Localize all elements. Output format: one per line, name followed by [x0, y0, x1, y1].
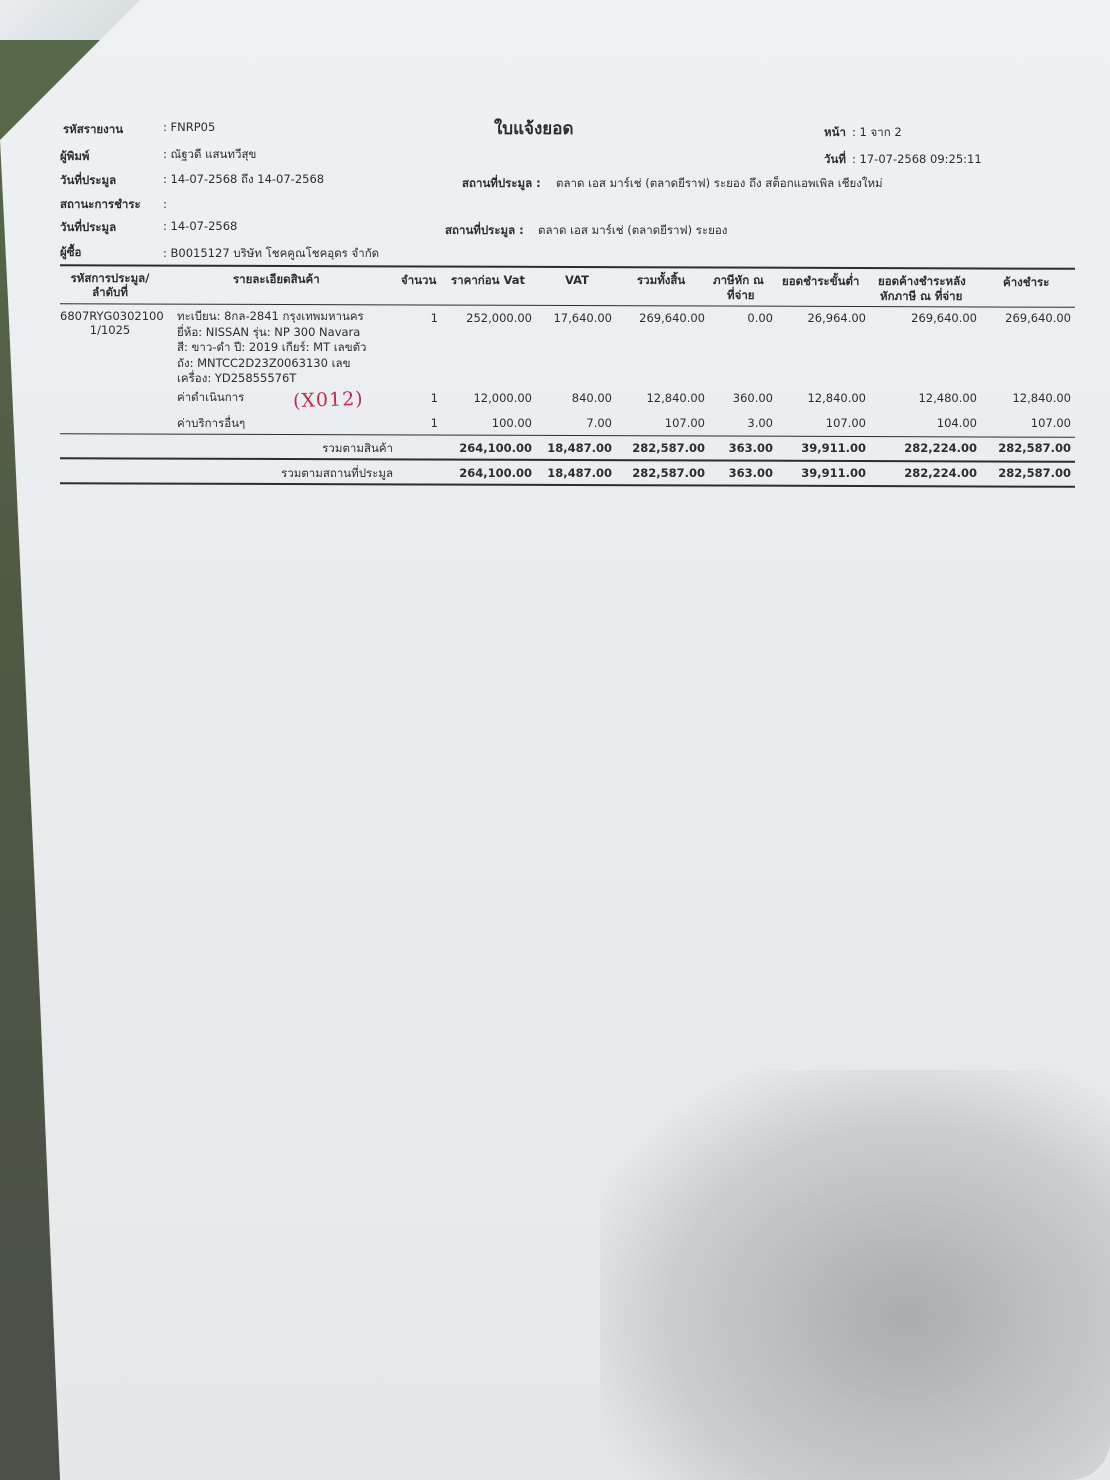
row-vat: 17,640.00	[553, 311, 612, 325]
item-detail: ทะเบียน: 8กล-2841 กรุงเทพมหานคร ยี่ห้อ: NISSAN รุ่น: NP 300 Navara สี: ขาว-ดำ ปี: 2019 เกียร์: MT เลขตัวถัง: MNTCC2D23Z0063130 เลขเครื่อง: YD25855576T	[177, 309, 367, 385]
subtotal-prevat: 264,100.00	[459, 441, 532, 455]
col-qty-header: จำนวน	[401, 273, 437, 287]
row-prevat: 252,000.00	[466, 311, 532, 325]
subtotal-label: รวมตามสินค้า	[322, 441, 393, 455]
auction-date-value: : 14-07-2568	[163, 219, 238, 233]
payment-status-value: :	[163, 197, 167, 211]
col-detail-header: รายละเอียดสินค้า	[233, 272, 320, 286]
lot-number: 1/1025	[89, 323, 131, 337]
row-due: 12,840.00	[1012, 391, 1071, 405]
row-outstanding: 12,480.00	[918, 391, 977, 405]
buyer-value: : B0015127 บริษัท โชคคูณโชคอุดร จำกัด	[163, 246, 380, 260]
printer-value: : ณัฐวดี แสนทวีสุข	[163, 147, 257, 161]
row-prevat: 12,000.00	[473, 391, 532, 405]
print-date-label: วันที่	[824, 152, 846, 166]
report-code-value: : FNRP05	[163, 120, 216, 134]
venue-total-wht: 363.00	[728, 466, 773, 480]
row-qty: 1	[430, 311, 438, 325]
row-prevat: 100.00	[491, 416, 532, 430]
report-code-label: รหัสรายงาน	[63, 122, 124, 136]
col-wht-header-2: ที่จ่าย	[727, 288, 755, 302]
shadow	[600, 1070, 1110, 1480]
row-total: 107.00	[664, 416, 705, 430]
buyer-label: ผู้ซื้อ	[60, 245, 82, 259]
row-outstanding: 104.00	[936, 416, 977, 430]
page-label: หน้า	[824, 125, 846, 139]
auction-code: 6807RYG0302100	[60, 309, 164, 323]
subtotal-due: 282,587.00	[998, 441, 1071, 455]
subtotal-vat: 18,487.00	[547, 441, 612, 455]
row-vat: 7.00	[586, 416, 612, 430]
venue-total-vat: 18,487.00	[547, 466, 612, 480]
row-total: 12,840.00	[646, 391, 705, 405]
col-total-header: รวมทั้งสิ้น	[637, 273, 686, 287]
row-qty: 1	[430, 416, 438, 430]
page-number: : 1 จาก 2	[852, 125, 902, 139]
venue-range: ตลาด เอส มาร์เช่ (ตลาดยีราฟ) ระยอง ถึง สต็อกแอพเพิล เชียงใหม่	[556, 176, 883, 190]
printer-label: ผู้พิมพ์	[60, 149, 90, 163]
auction-date-range: : 14-07-2568 ถึง 14-07-2568	[163, 172, 325, 186]
venue-value: ตลาด เอส มาร์เช่ (ตลาดยีราฟ) ระยอง	[538, 223, 728, 237]
venue-total-outstanding: 282,224.00	[904, 466, 977, 480]
venue-total-label: รวมตามสถานที่ประมูล	[281, 466, 393, 480]
venue-total-due: 282,587.00	[998, 466, 1071, 480]
row-vat: 840.00	[571, 391, 612, 405]
row-wht: 360.00	[732, 391, 773, 405]
row-label: ค่าบริการอื่นๆ	[177, 416, 246, 430]
col-wht-header: ภาษีหัก ณ	[713, 273, 764, 287]
document-title: ใบแจ้งยอด	[494, 119, 574, 139]
subtotal-total: 282,587.00	[632, 441, 705, 455]
subtotal-outstanding: 282,224.00	[904, 441, 977, 455]
venue-total-minpay: 39,911.00	[801, 466, 866, 480]
row-outstanding: 269,640.00	[911, 311, 977, 325]
subtotal-minpay: 39,911.00	[801, 441, 866, 455]
auction-date-label: วันที่ประมูล	[60, 173, 117, 187]
col-outstanding-header: ยอดค้างชำระหลัง	[878, 274, 966, 288]
row-minpay: 26,964.00	[807, 311, 866, 325]
row-due: 107.00	[1030, 416, 1071, 430]
payment-status-label: สถานะการชำระ	[60, 197, 141, 211]
subtotal-wht: 363.00	[728, 441, 773, 455]
col-due-header: ค้างชำระ	[1003, 275, 1050, 289]
venue-label: สถานที่ประมูล :	[462, 176, 541, 190]
row-qty: 1	[430, 391, 438, 405]
row-wht: 3.00	[747, 416, 773, 430]
row-minpay: 107.00	[825, 416, 866, 430]
row-due: 269,640.00	[1005, 311, 1071, 325]
col-minpay-header: ยอดชำระขั้นต่ำ	[782, 274, 860, 288]
row-total: 269,640.00	[639, 311, 705, 325]
col-code-header: รหัสการประมูล/	[70, 271, 150, 285]
col-outstanding-header-2: หักภาษี ณ ที่จ่าย	[880, 289, 963, 303]
row-minpay: 12,840.00	[807, 391, 866, 405]
handwritten-note: (X012)	[292, 387, 364, 413]
col-code-header-2: ลำดับที่	[92, 285, 128, 299]
auction-date-label-2: วันที่ประมูล	[60, 220, 117, 234]
venue-total-prevat: 264,100.00	[459, 466, 532, 480]
venue-total-total: 282,587.00	[632, 466, 705, 480]
col-prevat-header: ราคาก่อน Vat	[451, 273, 526, 287]
row-wht: 0.00	[747, 311, 773, 325]
venue-label-2: สถานที่ประมูล :	[445, 223, 524, 237]
col-vat-header: VAT	[565, 273, 589, 287]
print-date-value: : 17-07-2568 09:25:11	[852, 152, 982, 166]
row-label: ค่าดำเนินการ	[177, 390, 245, 404]
